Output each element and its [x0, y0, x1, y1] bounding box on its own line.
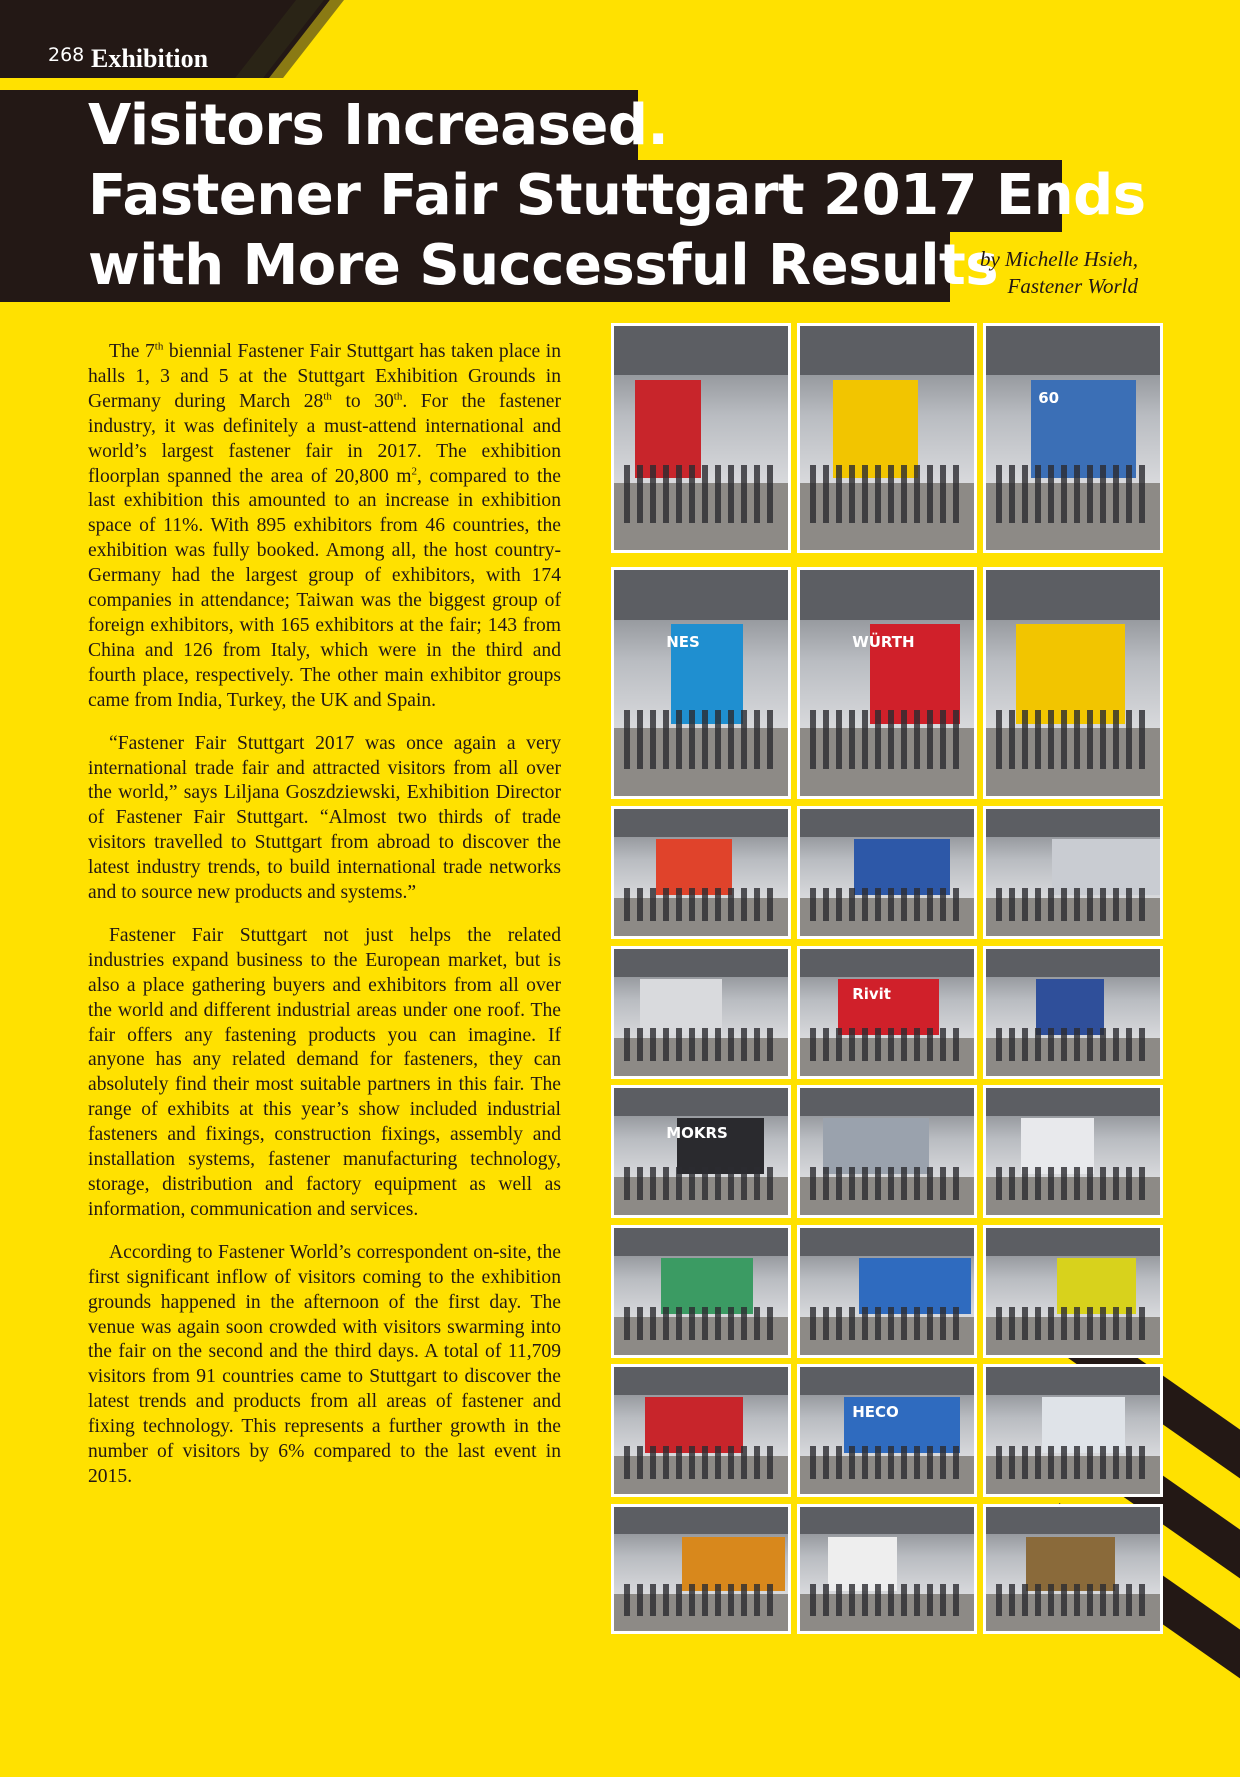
photo-ceiling [614, 809, 788, 837]
photo-ceiling [986, 1228, 1160, 1256]
page-number: 268 [48, 44, 85, 66]
photo-ceiling [614, 1367, 788, 1395]
exhibition-photo [611, 1085, 791, 1218]
photo-ceiling [800, 949, 974, 977]
photo-ceiling [986, 949, 1160, 977]
byline-author: by Michelle Hsieh, [979, 247, 1138, 271]
photo-crowd [996, 1167, 1149, 1200]
photo-crowd [996, 1584, 1149, 1616]
photo-booth [635, 380, 701, 479]
photo-crowd [624, 710, 777, 769]
exhibition-photo [797, 806, 977, 939]
paragraph: According to Fastener World’s correspondent on-site, the first significant inflow of visitors coming to the exhibition grounds happened in the afternoon of the first day. The venue was again soon crowded with visitors swarming into the fair on the second and the third days. A total of 11,709 visitors from 91 countries came to Stuttgart to discover the latest trends and products from all areas of fastener and fixing technology. This represents a further growth in the number of visitors by 6% compared to the last event in 2015. [88, 1241, 561, 1487]
exhibition-photo [611, 323, 791, 553]
photo-booth [1016, 624, 1126, 723]
photo-crowd [996, 465, 1149, 523]
photo-ceiling [986, 570, 1160, 620]
photo-ceiling [800, 326, 974, 375]
paragraph [88, 340, 561, 714]
photo-sign-text: HECO [852, 1402, 899, 1421]
superscript: th [393, 390, 403, 403]
photo-crowd [624, 1584, 777, 1616]
photo-crowd [810, 1307, 963, 1340]
photo-ceiling [986, 326, 1160, 375]
photo-sign-text: 60 [1038, 388, 1060, 407]
exhibition-photo [983, 567, 1163, 799]
exhibition-photo [983, 946, 1163, 1079]
byline [980, 246, 1138, 300]
exhibition-photo [797, 1364, 977, 1497]
exhibition-photo [797, 567, 977, 799]
photo-crowd [996, 710, 1149, 769]
photo-crowd [810, 1584, 963, 1616]
header-band [0, 0, 360, 78]
exhibition-photo [611, 1364, 791, 1497]
photo-crowd [996, 1028, 1149, 1061]
photo-ceiling [800, 1367, 974, 1395]
title-line-2 [0, 160, 1146, 232]
photo-crowd [624, 888, 777, 921]
photo-ceiling [800, 809, 974, 837]
text-run: The 7 [109, 341, 155, 362]
exhibition-photo [611, 806, 791, 939]
text-run: biennial Fastener Fair Stuttgart has taken place in halls 1, 3 and 5 at the Stuttgart Exhibition Grounds in Germany during March 28 [88, 341, 561, 412]
photo-ceiling [986, 1507, 1160, 1534]
photo-ceiling [986, 1367, 1160, 1395]
exhibition-photo [797, 946, 977, 1079]
photo-ceiling [614, 1228, 788, 1256]
photo-crowd [810, 1446, 963, 1479]
paragraph: Fastener Fair Stuttgart not just helps the related industries expand business to the European market, but is also a place gathering buyers and exhibitors from all over the world and different industrial areas under one roof. The fair offers any fastening products you can imagine. If anyone has any related demand for fasteners, they can absolutely find their most suitable partners in this fair. The range of exhibits at this year’s show included industrial fasteners and fixings, construction fixings, assembly and installation systems, fastener manufacturing technology, storage, distribution and factory equipment as well as information, communication and services. [88, 924, 561, 1220]
exhibition-photo [983, 1085, 1163, 1218]
exhibition-photo [611, 946, 791, 1079]
superscript: 2 [411, 465, 417, 477]
exhibition-photo [983, 1225, 1163, 1358]
exhibition-photo [983, 806, 1163, 939]
photo-crowd [810, 1028, 963, 1061]
title-text: Visitors Increased. [88, 93, 669, 158]
photo-ceiling [800, 570, 974, 620]
photo-crowd [624, 1307, 777, 1340]
photo-crowd [810, 888, 963, 921]
photo-sign-text: MOKRS [666, 1123, 728, 1142]
photo-ceiling [800, 1088, 974, 1116]
text-run: , compared to the last exhibition this amounted to an increase in exhibition space of 11%. With 895 exhibitors from 46 countries, the exhibition was fully booked. Among all, the host country- Germany had the largest group of exhibitors, with 174 companies in attendance; Taiwan was the biggest group of foreign exhibitors, with 165 exhibitors at the fair; 143 from China and 126 from Italy, which were in the third and fourth place, respectively. The other main exhibitor groups came from India, Turkey, the UK and Spain. [88, 465, 561, 711]
exhibition-photo [797, 1225, 977, 1358]
photo-crowd [624, 1446, 777, 1479]
exhibition-photo [983, 1504, 1163, 1634]
title-line-1 [0, 90, 669, 162]
title-line-3 [0, 230, 999, 302]
section-title: Exhibition [91, 44, 209, 73]
exhibition-photo [983, 323, 1163, 553]
photo-crowd [624, 1167, 777, 1200]
photo-crowd [624, 1028, 777, 1061]
photo-ceiling [800, 1228, 974, 1256]
title-text: Fastener Fair Stuttgart 2017 Ends [88, 163, 1146, 228]
photo-sign-text: Rivit [852, 984, 891, 1003]
photo-crowd [810, 1167, 963, 1200]
photo-sign-text: WÜRTH [852, 633, 915, 652]
article-body [88, 340, 561, 1508]
paragraph: “Fastener Fair Stuttgart 2017 was once again a very international trade fair and attracted visitors from all over the world,” says Liljana Goszdziewski, Exhibition Director of Fastener Fair Stuttgart. “Almost two thirds of trade visitors travelled to Stuttgart from abroad to discover the latest industry trends, to build international trade networks and to source new products and systems.” [88, 732, 561, 904]
exhibition-photo [611, 567, 791, 799]
text-run: to 30 [331, 390, 394, 412]
exhibition-photo [611, 1225, 791, 1358]
superscript: th [154, 340, 164, 353]
photo-crowd [810, 465, 963, 523]
superscript: th [323, 390, 332, 403]
exhibition-photo [983, 1364, 1163, 1497]
photo-crowd [810, 710, 963, 769]
photo-crowd [996, 1446, 1149, 1479]
photo-ceiling [614, 326, 788, 375]
photo-ceiling [614, 1088, 788, 1116]
photo-ceiling [614, 949, 788, 977]
photo-booth [833, 380, 918, 479]
exhibition-photo [797, 1085, 977, 1218]
photo-crowd [996, 1307, 1149, 1340]
photo-sign-text: NES [666, 633, 700, 652]
photo-ceiling [986, 1088, 1160, 1116]
exhibition-photo [797, 323, 977, 553]
photo-ceiling [614, 570, 788, 620]
text-run: . For the fastener industry, it was definitely a must-attend international and world’s largest fastener fair in 2017. The exhibition floorplan spanned the area of 20,800 m [88, 390, 561, 487]
exhibition-photo [797, 1504, 977, 1634]
title-text: with More Successful Results [88, 233, 999, 298]
photo-ceiling [614, 1507, 788, 1534]
photo-ceiling [800, 1507, 974, 1534]
photo-crowd [996, 888, 1149, 921]
photo-crowd [624, 465, 777, 523]
exhibition-photo [611, 1504, 791, 1634]
byline-publication: Fastener World [1007, 274, 1138, 298]
photo-ceiling [986, 809, 1160, 837]
